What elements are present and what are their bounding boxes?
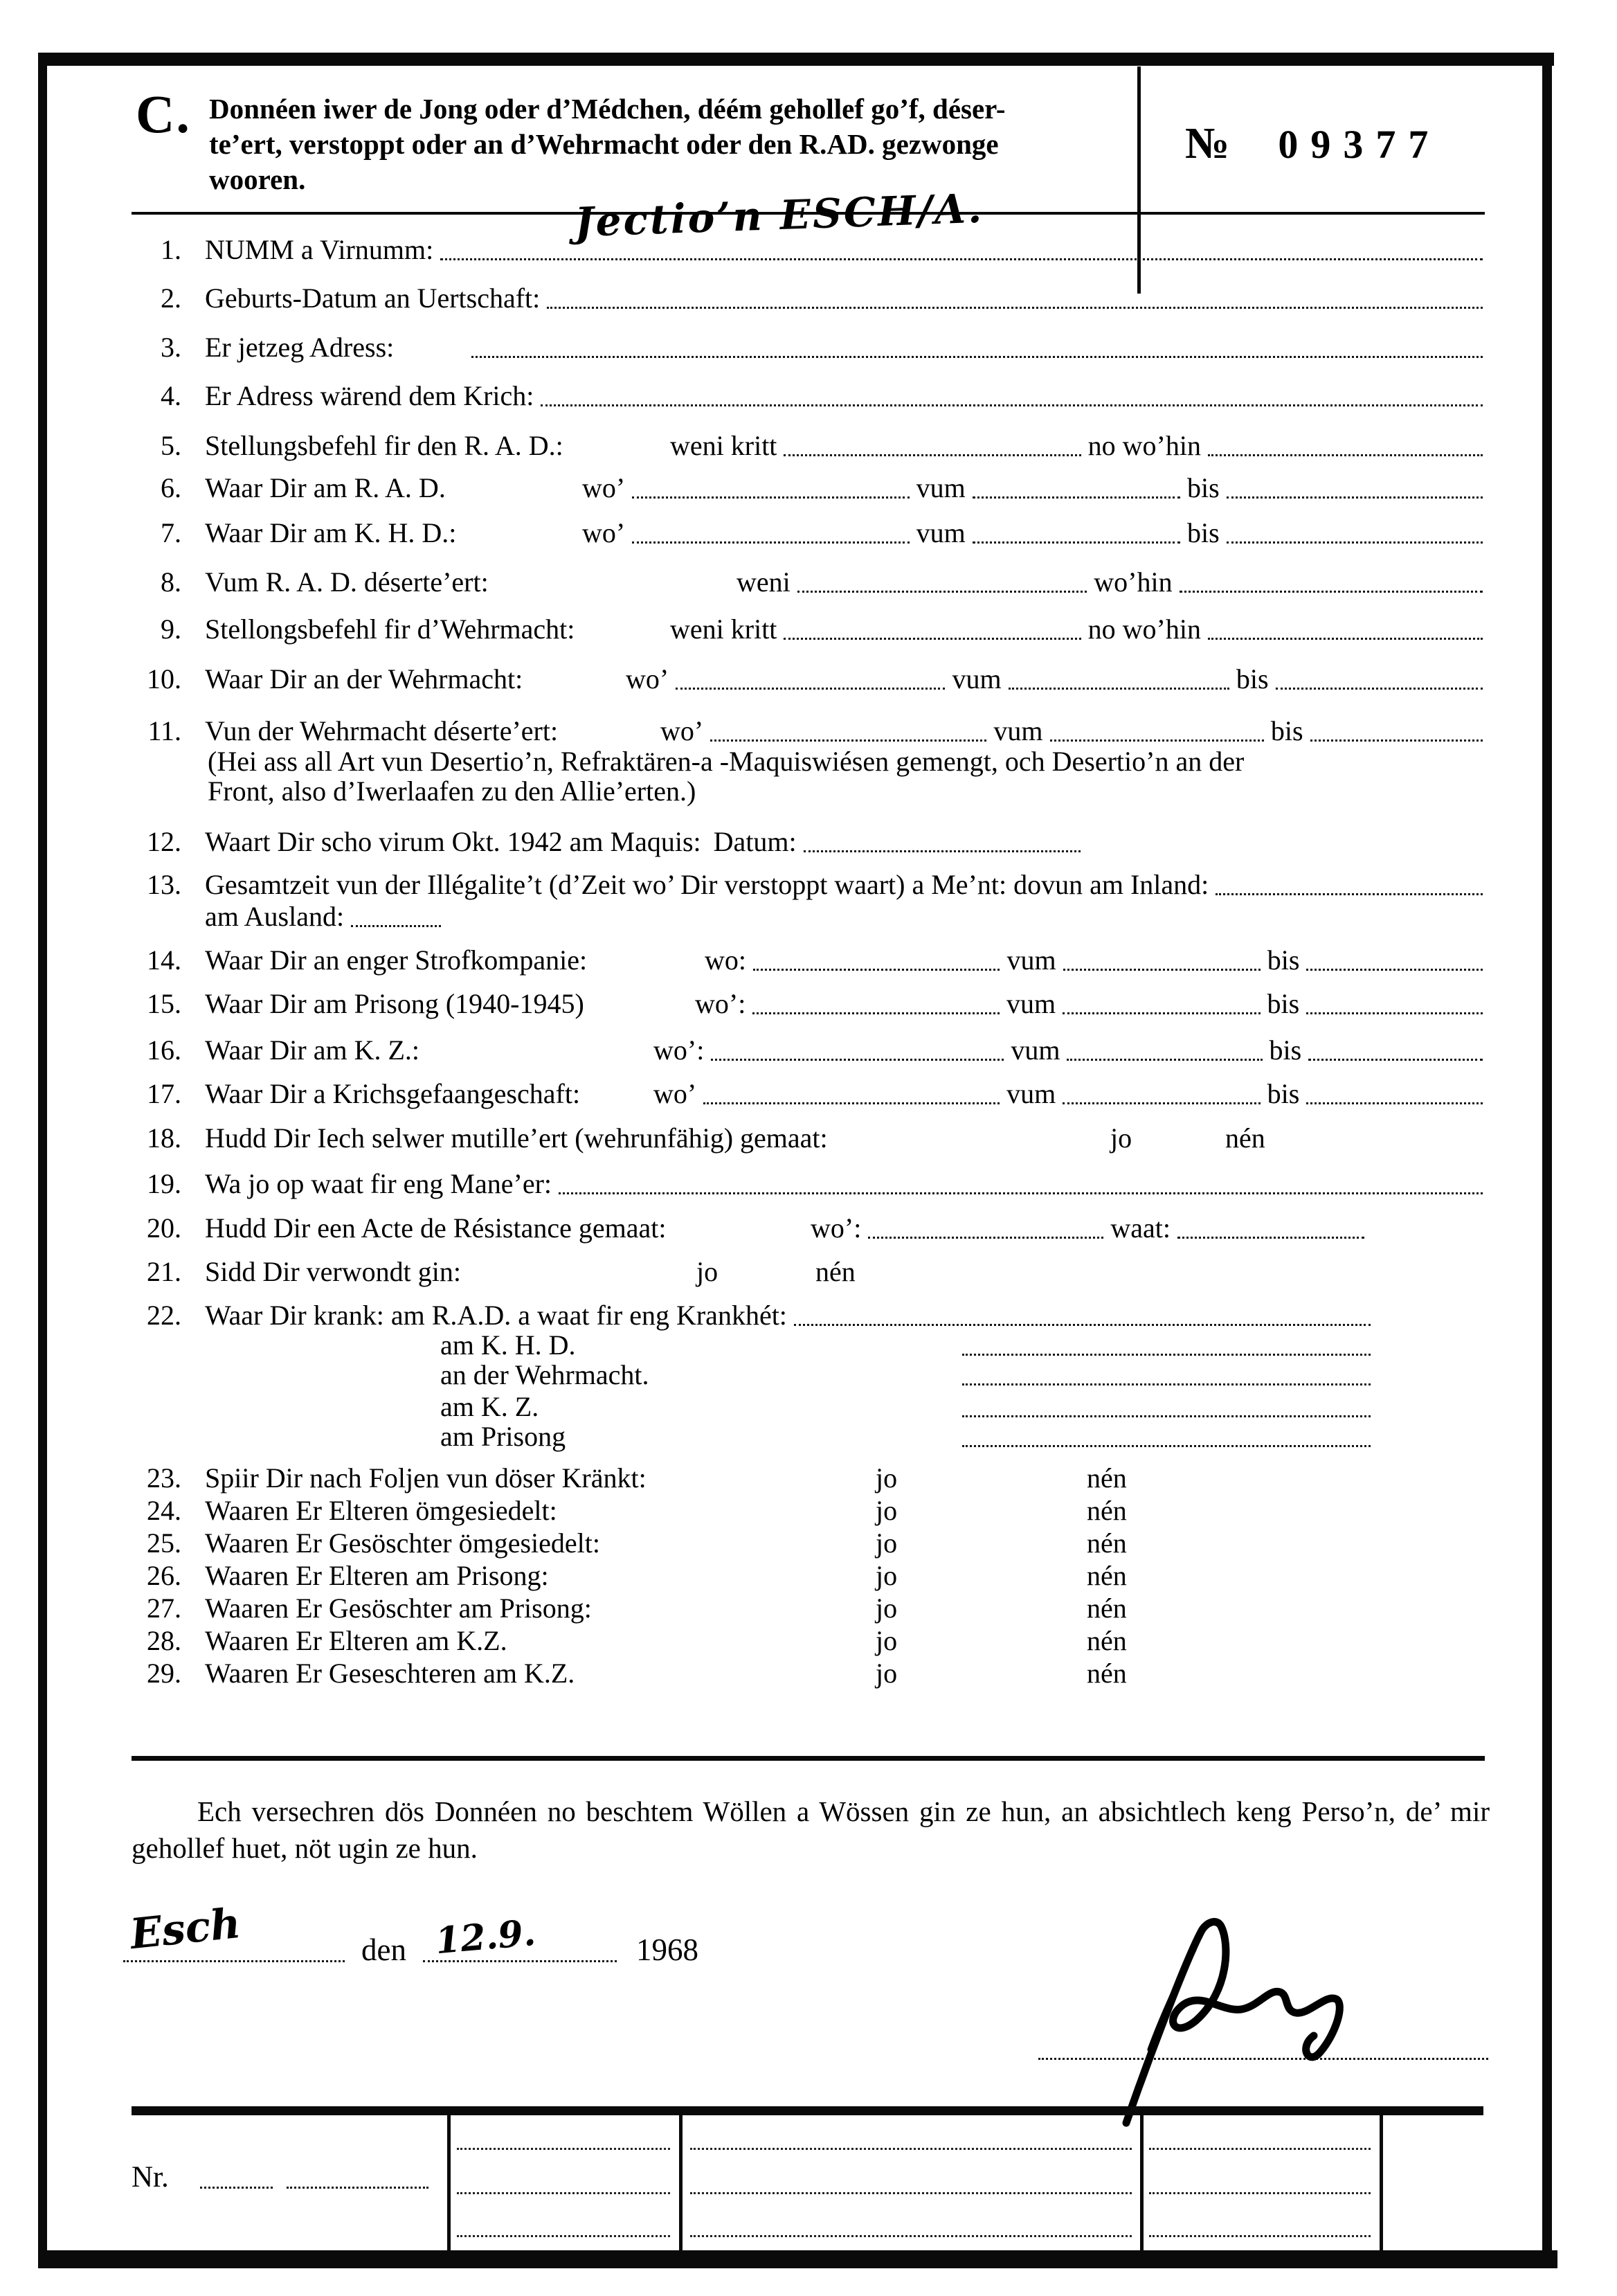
row-label: Waar Dir am K. H. D.:: [205, 517, 457, 548]
option-nen: nén: [1087, 1625, 1127, 1656]
row-label: Geburts-Datum an Uertschaft:: [205, 282, 541, 314]
keyword: wo’hin: [1094, 566, 1173, 598]
signature: [1083, 1911, 1381, 2133]
handwritten-name-entry: Jectio’n ESCH/A.: [573, 184, 985, 246]
sub-label: am Prisong: [440, 1421, 566, 1452]
serial-number-block: [1185, 118, 1440, 169]
place-date-line: [123, 1899, 698, 1968]
keyword: bis: [1270, 715, 1303, 746]
option-jo: jo: [876, 1462, 898, 1494]
table-cell-dots: [457, 2234, 670, 2237]
option-jo: jo: [876, 1593, 898, 1624]
row-label: Gesamtzeit vun der Illégalite’t (d’Zeit wo’ Dir verstoppt waart) a Me’nt: dovun am Inland:: [205, 869, 1209, 900]
row-number: 20.: [147, 1212, 181, 1244]
form-title-line2: te’ert, verstoppt oder an d’Wehrmacht oder den R.AD. gezwonge: [209, 128, 999, 160]
row-number: 24.: [147, 1495, 181, 1526]
option-nen: nén: [1225, 1122, 1265, 1154]
dotted-field: [559, 1191, 1483, 1194]
option-jo: jo: [876, 1495, 898, 1526]
table-cell-dots: [1149, 2146, 1371, 2150]
note-line1: (Hei ass all Art vun Desertio’n, Refraktären-a -Maquiswiésen gemengt, och Desertio’n an der: [208, 746, 1245, 777]
dotted-field: [804, 849, 1081, 852]
section-letter: C.: [136, 84, 191, 144]
field-row-4: [132, 380, 1490, 412]
row-label: Hudd Dir een Acte de Résistance gemaat:: [205, 1212, 667, 1244]
dotted-field: [351, 924, 441, 927]
field-row-7: [132, 517, 1490, 549]
keyword: no wo’hin: [1087, 430, 1201, 461]
field-row-27: [132, 1593, 1490, 1624]
option-jo: jo: [1110, 1122, 1132, 1154]
handwritten-place: Esch: [127, 1899, 243, 1959]
dotted-field: [962, 1382, 1371, 1385]
field-row-18: [132, 1122, 1490, 1154]
row-label: Waart Dir scho virum Okt. 1942 am Maquis:: [205, 826, 701, 857]
keyword: bis: [1186, 517, 1220, 548]
table-vline-2: [679, 2115, 683, 2250]
field-row-19: [132, 1168, 1490, 1200]
dotted-field: [962, 1414, 1371, 1417]
table-cell-dots: [457, 2191, 670, 2194]
date-dotted-field: [423, 1911, 617, 1963]
row-label: Er jetzeg Adress:: [205, 332, 395, 363]
serial-number-value: 09377: [1278, 122, 1441, 167]
option-nen: nén: [815, 1256, 856, 1287]
row-label: Spiir Dir nach Foljen vun döser Kränkt:: [205, 1462, 647, 1494]
keyword: vum: [1011, 1034, 1060, 1066]
dotted-field: [1208, 636, 1483, 640]
table-vline-4: [1380, 2115, 1383, 2250]
keyword: vum: [952, 663, 1002, 694]
field-row-21: [132, 1256, 1490, 1288]
row-label: Waaren Er Elteren am K.Z.: [205, 1625, 507, 1656]
keyword: bis: [1267, 944, 1300, 976]
dotted-field: [753, 967, 1000, 971]
row-label: Waaren Er Geseschteren am K.Z.: [205, 1658, 575, 1689]
field-row-9: [132, 613, 1490, 645]
table-cell-dots: [1149, 2234, 1371, 2237]
table-cell-dots: [690, 2234, 1132, 2237]
row-number: 4.: [161, 380, 181, 411]
row-label: Hudd Dir Iech selwer mutille’ert (wehrunfähig) gemaat:: [205, 1122, 828, 1154]
keyword: vum: [993, 715, 1043, 746]
row-number: 2.: [161, 282, 181, 314]
option-jo: jo: [876, 1560, 898, 1591]
dotted-field: [632, 540, 909, 544]
row-number: 15.: [147, 988, 181, 1019]
dotted-field: [1208, 453, 1483, 456]
row-label: Waar Dir am R. A. D.: [205, 472, 446, 503]
dotted-field: [541, 403, 1483, 406]
keyword: vum: [1006, 1078, 1056, 1109]
keyword: wo’: [626, 663, 669, 694]
row-label: Waar Dir a Krichsgefaangeschaft:: [205, 1078, 581, 1109]
dotted-field: [1177, 1235, 1364, 1239]
field-row-29: [132, 1658, 1490, 1689]
keyword: wo:: [705, 944, 746, 976]
keyword: wo’: [582, 472, 626, 503]
field-row-28: [132, 1625, 1490, 1657]
dotted-field: [797, 589, 1087, 593]
nr-label: Nr.: [132, 2161, 169, 2194]
row-number: 29.: [147, 1658, 181, 1689]
row-label: Vum R. A. D. déserte’ert:: [205, 566, 489, 598]
row-number: 13.: [147, 869, 181, 900]
dotted-field: [973, 540, 1180, 544]
dotted-field: [1276, 686, 1483, 690]
dotted-field: [710, 738, 986, 742]
row-number: 27.: [147, 1593, 181, 1624]
field-11-note: [208, 746, 1492, 806]
field-row-16: [132, 1034, 1490, 1066]
table-vline-3: [1140, 2115, 1144, 2250]
option-jo: jo: [696, 1256, 719, 1287]
year-printed: 1968: [635, 1932, 698, 1967]
dotted-field: [1306, 1011, 1483, 1014]
row-label: Wa jo op waat fir eng Mane’er:: [205, 1168, 552, 1199]
row-label: Waaren Er Gesöschter am Prisong:: [205, 1593, 592, 1624]
field-row-20: [132, 1212, 1490, 1244]
field-row-24: [132, 1495, 1490, 1527]
dotted-field: [440, 257, 1483, 260]
keyword: weni kritt: [670, 430, 777, 461]
field-row-22-sub1: [132, 1329, 1490, 1361]
keyword: vum: [916, 472, 966, 503]
field-row-26: [132, 1560, 1490, 1592]
keyword: waat:: [1110, 1212, 1171, 1244]
row-number: 14.: [147, 944, 181, 976]
page-border-left: [38, 53, 47, 2268]
keyword: wo’: [660, 715, 704, 746]
row-number: 21.: [147, 1256, 181, 1287]
row-number: 10.: [147, 663, 181, 694]
dotted-field: [962, 1352, 1371, 1356]
declaration-rule: [132, 1756, 1485, 1761]
field-row-3: [132, 332, 1490, 364]
keyword: wo’:: [811, 1212, 862, 1244]
field-row-12: [132, 826, 1490, 858]
row-number: 3.: [161, 332, 181, 363]
option-nen: nén: [1087, 1495, 1127, 1526]
numero-sign: №: [1185, 118, 1230, 168]
dotted-field: [1306, 1101, 1483, 1104]
dotted-field: [1227, 495, 1483, 499]
field-row-22-sub4: [132, 1421, 1490, 1453]
option-jo: jo: [876, 1658, 898, 1689]
dotted-field: [471, 355, 1483, 358]
dotted-field: [632, 495, 909, 499]
dotted-field: [1306, 967, 1483, 971]
dotted-field: [676, 686, 945, 690]
row-label: Waaren Er Gesöschter ömgesiedelt:: [205, 1527, 600, 1559]
dotted-field: [1308, 1057, 1483, 1061]
dotted-field: [1063, 1011, 1260, 1014]
row-label: Waar Dir krank: am R.A.D. a waat fir eng Krankhét:: [205, 1300, 787, 1331]
row-number: 22.: [147, 1300, 181, 1331]
row-number: 9.: [161, 613, 181, 645]
dotted-field: [1067, 1057, 1262, 1061]
keyword: bis: [1236, 663, 1269, 694]
row-label: Waaren Er Elteren ömgesiedelt:: [205, 1495, 557, 1526]
dotted-field: [1216, 892, 1483, 895]
table-top-border: [132, 2106, 1483, 2115]
table-vline-1: [447, 2115, 451, 2250]
keyword: wo’:: [653, 1034, 705, 1066]
table-cell-dots: [1149, 2191, 1371, 2194]
dotted-field: [547, 305, 1483, 309]
dotted-field: [1227, 540, 1483, 544]
sub-label: am K. H. D.: [440, 1329, 576, 1361]
field-row-15: [132, 988, 1490, 1020]
option-jo: jo: [876, 1625, 898, 1656]
keyword: Datum:: [713, 826, 797, 857]
row-label: Stellungsbefehl fir den R. A. D.:: [205, 430, 563, 461]
row-number: 23.: [147, 1462, 181, 1494]
option-nen: nén: [1087, 1560, 1127, 1591]
field-row-22: [132, 1300, 1490, 1331]
form-title: [209, 91, 1109, 197]
row-number: 28.: [147, 1625, 181, 1656]
row-label: Waar Dir an der Wehrmacht:: [205, 663, 523, 694]
form-title-line1: Donnéen iwer de Jong oder d’Médchen, déém gehollef go’f, déser-: [209, 93, 1006, 125]
row-label: Er Adress wärend dem Krich:: [205, 380, 534, 411]
table-cell-dots: [457, 2146, 670, 2150]
field-row-2: [132, 282, 1490, 314]
field-row-8: [132, 566, 1490, 598]
page-border-right: [1542, 61, 1552, 2263]
row-label: Sidd Dir verwondt gin:: [205, 1256, 461, 1287]
row-label: Waar Dir am Prisong (1940-1945): [205, 988, 584, 1019]
option-nen: nén: [1087, 1462, 1127, 1494]
field-row-17: [132, 1078, 1490, 1110]
sub-label: an der Wehrmacht.: [440, 1359, 649, 1390]
row-number: 5.: [161, 430, 181, 461]
keyword: wo’: [653, 1078, 697, 1109]
page-border-top: [38, 53, 1554, 66]
keyword: vum: [1006, 944, 1056, 976]
row-number: 26.: [147, 1560, 181, 1591]
field-row-22-sub2: [132, 1359, 1490, 1391]
keyword: bis: [1269, 1034, 1302, 1066]
keyword: wo’: [582, 517, 626, 548]
field-row-5: [132, 430, 1490, 462]
field-row-10: [132, 663, 1490, 695]
row-label: am Ausland:: [205, 901, 345, 932]
dotted-field: [962, 1444, 1371, 1447]
dotted-field: [752, 1011, 1000, 1014]
row-number: 11.: [147, 715, 181, 746]
dotted-field: [1009, 686, 1229, 690]
keyword: vum: [916, 517, 966, 548]
row-number: 1.: [161, 234, 181, 265]
dotted-field: [200, 2185, 273, 2189]
keyword: vum: [1006, 988, 1056, 1019]
field-row-13b: [132, 901, 1490, 933]
row-label: Vun der Wehrmacht déserte’ert:: [205, 715, 559, 746]
keyword: bis: [1186, 472, 1220, 503]
row-number: 7.: [161, 517, 181, 548]
option-jo: jo: [876, 1527, 898, 1559]
dotted-field: [711, 1057, 1004, 1061]
place-dotted-field: [123, 1899, 345, 1962]
dotted-field: [703, 1101, 1000, 1104]
keyword: bis: [1267, 1078, 1300, 1109]
dotted-field: [1063, 967, 1261, 971]
dotted-field: [784, 636, 1081, 640]
dotted-field: [1050, 738, 1264, 742]
dotted-field: [973, 495, 1180, 499]
field-row-6: [132, 472, 1490, 504]
row-label: Waar Dir an enger Strofkompanie:: [205, 944, 588, 976]
form-title-line3: wooren.: [209, 163, 306, 195]
row-number: 17.: [147, 1078, 181, 1109]
field-row-11: [132, 715, 1490, 747]
row-number: 6.: [161, 472, 181, 503]
keyword: weni: [737, 566, 791, 598]
row-label: Waaren Er Elteren am Prisong:: [205, 1560, 549, 1591]
page-border-bottom: [38, 2250, 1557, 2268]
row-number: 18.: [147, 1122, 181, 1154]
row-number: 19.: [147, 1168, 181, 1199]
handwritten-date: 12.9.: [433, 1911, 538, 1963]
keyword: bis: [1267, 988, 1300, 1019]
sub-label: am K. Z.: [440, 1391, 539, 1422]
row-label: Waar Dir am K. Z.:: [205, 1034, 419, 1066]
note-line2: Front, also d’Iwerlaafen zu den Allie’erten.): [208, 775, 696, 807]
field-row-14: [132, 944, 1490, 976]
field-row-22-sub3: [132, 1391, 1490, 1423]
row-number: 25.: [147, 1527, 181, 1559]
dotted-field: [1063, 1101, 1260, 1104]
dotted-field: [794, 1322, 1371, 1326]
dotted-field: [868, 1235, 1103, 1239]
nr-row: [132, 2160, 435, 2194]
field-row-25: [132, 1527, 1490, 1559]
option-nen: nén: [1087, 1593, 1127, 1624]
row-label: Stellongsbefehl fir d’Wehrmacht:: [205, 613, 575, 645]
keyword: wo’:: [695, 988, 746, 1019]
dotted-field: [784, 453, 1081, 456]
den-label: den: [361, 1932, 406, 1967]
option-nen: nén: [1087, 1527, 1127, 1559]
row-label: NUMM a Virnumm:: [205, 234, 434, 265]
keyword: no wo’hin: [1087, 613, 1201, 645]
field-row-23: [132, 1462, 1490, 1494]
dotted-field: [1310, 738, 1483, 742]
option-nen: nén: [1087, 1658, 1127, 1689]
field-row-13: [132, 869, 1490, 901]
table-cell-dots: [690, 2191, 1132, 2194]
keyword: weni kritt: [670, 613, 777, 645]
field-row-1: [132, 184, 1490, 266]
row-number: 16.: [147, 1034, 181, 1066]
declaration-paragraph: Ech versechren dös Donnéen no beschtem Wöllen a Wössen gin ze hun, an absichtlech keng Perso’n, de’ mir gehollef huet, nöt ugin ze hun.: [132, 1795, 1490, 1864]
row-number: 12.: [147, 826, 181, 857]
dotted-field: [1180, 589, 1483, 593]
table-cell-dots: [690, 2146, 1132, 2150]
row-number: 8.: [161, 566, 181, 598]
dotted-field: [287, 2185, 428, 2189]
